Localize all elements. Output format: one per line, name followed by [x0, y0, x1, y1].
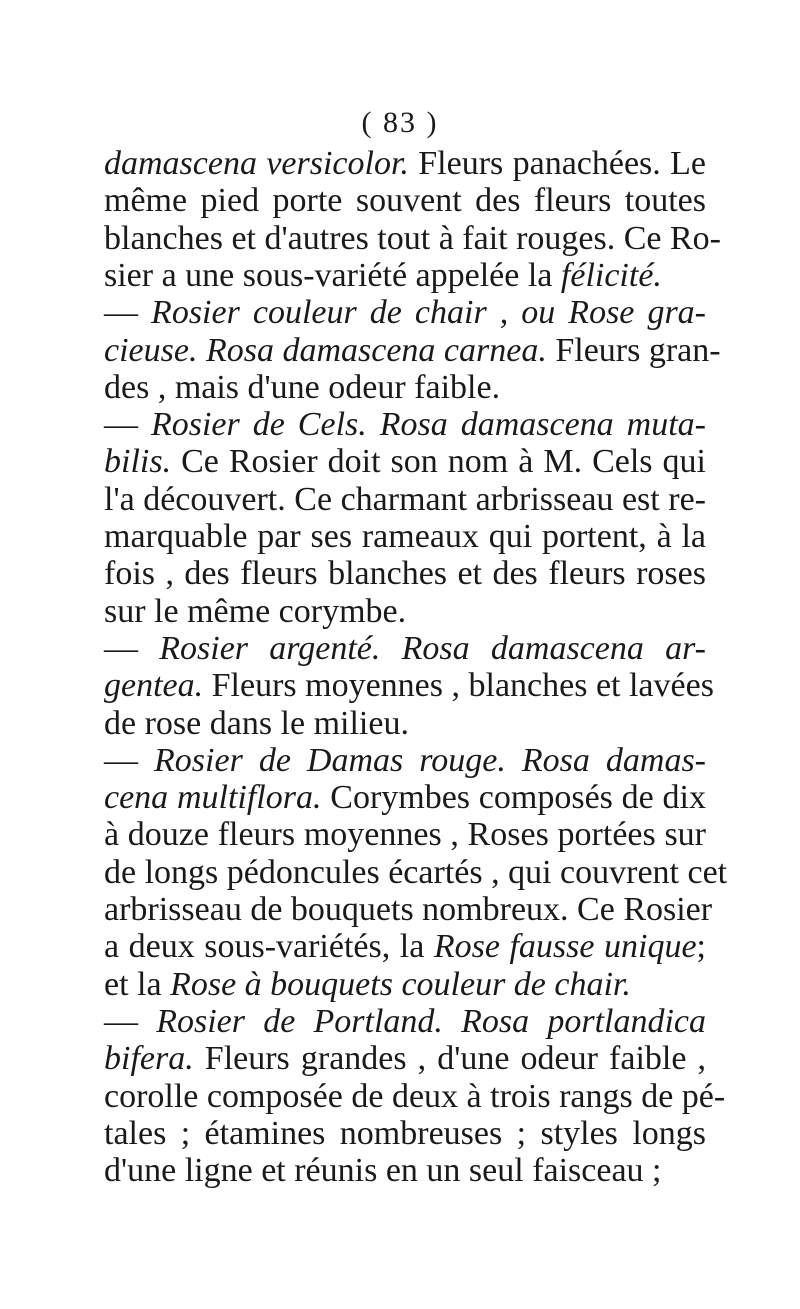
text-run: Fleurs grandes , d'une odeur faible , [193, 1040, 706, 1078]
text-line [104, 853, 728, 893]
italic-run: Rosier de Damas rouge. Rosa damas- [154, 741, 707, 779]
text-run: arbrisseau de bouquets nombreux. Ce Rosier [104, 891, 713, 928]
italic-run: damascena versicolor. [104, 145, 409, 182]
page-number: ( 83 ) [361, 106, 439, 139]
italic-run: Rosier couleur de chair , ou Rose gra- [151, 294, 706, 332]
text-line [104, 517, 706, 557]
italic-run: Rose fausse unique [433, 928, 697, 966]
text-line [104, 442, 706, 482]
text-run: l'a découvert. Ce charmant arbrisseau est re- [104, 480, 706, 518]
text-line [104, 1114, 706, 1154]
text-run: — [104, 294, 152, 332]
italic-run: cieuse. Rosa damascena carnea. [104, 331, 547, 369]
text-run: et la [104, 965, 171, 1003]
text-line [104, 219, 721, 259]
text-run: marquable par ses rameaux qui portent, à la [104, 518, 706, 555]
text-line [104, 1039, 706, 1079]
text-run: blanches et d'autres tout à fait rouges. Ce Ro- [104, 219, 721, 257]
text-run: de rose dans le milieu. [104, 704, 409, 742]
italic-run: cena multiflora. [104, 779, 322, 817]
text-run: — [104, 406, 151, 444]
text-run: — [104, 629, 160, 667]
text-line [104, 181, 706, 221]
italic-run: félicité. [560, 256, 662, 294]
text-line [104, 592, 706, 632]
text-line [104, 1077, 726, 1117]
italic-run: gentea. [104, 667, 204, 705]
text-line [104, 629, 706, 669]
italic-run: Rose à bouquets couleur de chair. [170, 965, 631, 1003]
text-line [104, 741, 706, 781]
text-run: tales ; étamines nombreuses ; styles longs [104, 1114, 706, 1152]
text-run: a deux sous-variétés, la [104, 928, 434, 966]
text-line [104, 965, 706, 1005]
text-line [104, 1151, 706, 1191]
text-line [104, 293, 706, 333]
text-run: même pied porte souvent des fleurs toutes [104, 182, 706, 220]
text-run: Corymbes composés de dix [321, 779, 706, 817]
text-line [104, 256, 706, 296]
italic-run: Rosier de Portland. Rosa portlandica [156, 1002, 706, 1040]
text-line [104, 405, 706, 445]
text-line [104, 331, 721, 371]
text-run: d'une ligne et réunis en un seul faisceau ; [104, 1152, 662, 1190]
text-line [104, 554, 706, 594]
text-line [104, 480, 706, 520]
text-line [104, 368, 706, 408]
text-line [104, 144, 706, 184]
text-line [104, 927, 706, 967]
text-run: sier a une sous-variété appelée la [104, 256, 561, 294]
italic-run: Rosier argenté. Rosa damascena ar- [159, 629, 706, 667]
text-line [104, 1002, 706, 1042]
text-run: corolle composée de deux à trois rangs de pé- [104, 1077, 726, 1115]
text-run: — [104, 1002, 157, 1040]
text-line [104, 890, 713, 930]
text-run: Fleurs moyennes , blanches et lavées [203, 667, 714, 705]
italic-run: bilis. [104, 443, 172, 481]
text-run: Fleurs gran- [546, 331, 721, 369]
text-run: de longs pédoncules écartés , qui couvrent cet [104, 853, 728, 891]
text-run: sur le même corymbe. [104, 592, 407, 630]
text-line [104, 666, 714, 706]
italic-run: Rosier de Cels. Rosa damascena muta- [150, 406, 706, 444]
text-run: à douze fleurs moyennes , Roses portées sur [104, 816, 706, 854]
text-run: fois , des fleurs blanches et des fleurs roses [104, 555, 706, 593]
italic-run: bifera. [104, 1040, 194, 1078]
text-run: Fleurs panachées. Le [408, 145, 706, 182]
text-run: des , mais d'une odeur faible. [104, 368, 501, 406]
text-line [104, 778, 706, 818]
text-run: — [104, 741, 155, 779]
text-line [104, 704, 706, 744]
text-run: ; [696, 928, 706, 966]
text-run: Ce Rosier doit son nom à M. Cels qui [171, 443, 706, 481]
text-line [104, 815, 706, 855]
